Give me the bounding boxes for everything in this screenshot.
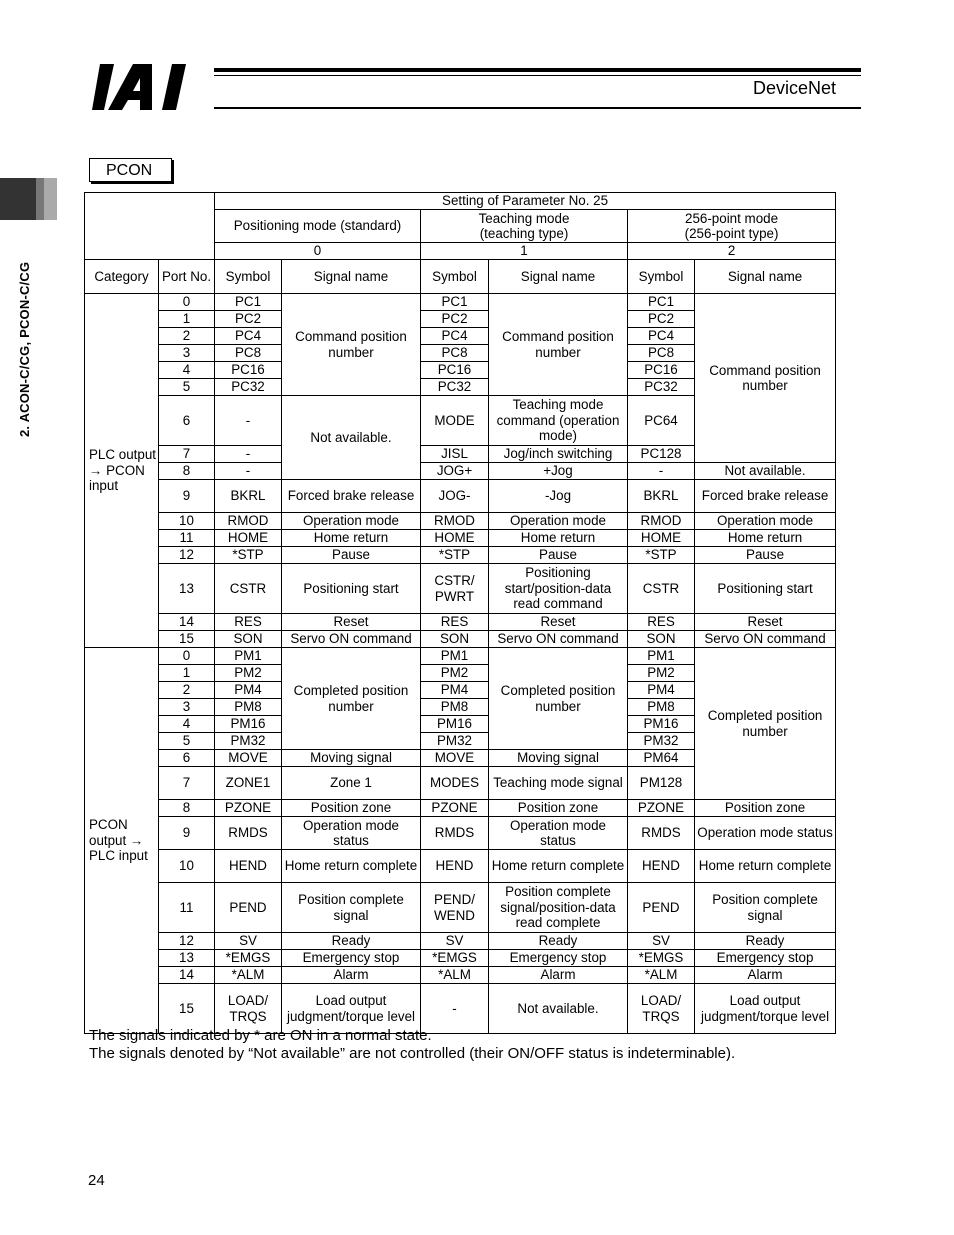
symbol: SV (421, 933, 489, 950)
signal-table (84, 192, 836, 1034)
mode-value: 1 (421, 243, 628, 260)
symbol: PC1 (215, 294, 282, 311)
note-1: The signals indicated by * are ON in a normal state. (89, 1027, 432, 1044)
signal-name: Position complete signal (695, 883, 836, 933)
col-signal: Signal name (489, 260, 628, 294)
signal-name: Load output judgment/torque level (695, 984, 836, 1034)
port-no: 2 (159, 328, 215, 345)
chapter-label: 2. ACON-C/CG, PCON-C/CG (17, 261, 32, 437)
chapter-tab (0, 178, 57, 220)
symbol: *ALM (628, 967, 695, 984)
symbol: MOVE (215, 750, 282, 767)
col-symbol: Symbol (421, 260, 489, 294)
port-no: 2 (159, 682, 215, 699)
col-category: Category (85, 260, 159, 294)
signal-name: Home return (489, 530, 628, 547)
category-input: PLC output → PCON input (85, 294, 159, 648)
symbol: RMDS (215, 817, 282, 850)
signal-name: Ready (282, 933, 421, 950)
port-no: 4 (159, 716, 215, 733)
symbol: JISL (421, 446, 489, 463)
symbol: HEND (421, 850, 489, 883)
symbol: PM4 (215, 682, 282, 699)
port-no: 1 (159, 665, 215, 682)
signal-name: Operation mode status (282, 817, 421, 850)
signal-name: Position zone (695, 800, 836, 817)
symbol: PEND (628, 883, 695, 933)
symbol: CSTR (628, 564, 695, 614)
symbol: PM64 (628, 750, 695, 767)
symbol: PM1 (421, 648, 489, 665)
param-title: Setting of Parameter No. 25 (215, 193, 836, 210)
port-no: 10 (159, 850, 215, 883)
symbol: PM32 (215, 733, 282, 750)
symbol: LOAD/ TRQS (215, 984, 282, 1034)
symbol: SON (421, 631, 489, 648)
symbol: *STP (215, 547, 282, 564)
symbol: PZONE (421, 800, 489, 817)
symbol: PC2 (215, 311, 282, 328)
signal-name: Alarm (282, 967, 421, 984)
symbol: PC64 (628, 396, 695, 446)
symbol: PM32 (421, 733, 489, 750)
signal-name: Operation mode (489, 513, 628, 530)
header-blank (85, 193, 215, 260)
port-no: 14 (159, 967, 215, 984)
signal-name: Operation mode (695, 513, 836, 530)
symbol: PC32 (628, 379, 695, 396)
port-no: 4 (159, 362, 215, 379)
signal-name: Command position number (282, 294, 421, 396)
port-no: 6 (159, 750, 215, 767)
symbol: RMOD (421, 513, 489, 530)
signal-name: +Jog (489, 463, 628, 480)
signal-name: Position zone (282, 800, 421, 817)
signal-name: Servo ON command (489, 631, 628, 648)
symbol: SON (628, 631, 695, 648)
signal-name: Operation mode status (489, 817, 628, 850)
port-no: 1 (159, 311, 215, 328)
symbol: RMDS (421, 817, 489, 850)
symbol: MODE (421, 396, 489, 446)
symbol: HEND (628, 850, 695, 883)
symbol: RES (421, 614, 489, 631)
signal-name: Positioning start (695, 564, 836, 614)
signal-name: Home return complete (282, 850, 421, 883)
port-no: 7 (159, 767, 215, 800)
symbol: ZONE1 (215, 767, 282, 800)
signal-name: Emergency stop (489, 950, 628, 967)
symbol: PM8 (628, 699, 695, 716)
mode-name: Teaching mode (teaching type) (421, 210, 628, 243)
signal-name: Emergency stop (695, 950, 836, 967)
signal-name: Ready (695, 933, 836, 950)
symbol: - (215, 463, 282, 480)
port-no: 14 (159, 614, 215, 631)
port-no: 13 (159, 564, 215, 614)
symbol: PZONE (215, 800, 282, 817)
signal-name: Zone 1 (282, 767, 421, 800)
symbol: PM2 (421, 665, 489, 682)
symbol: PC16 (215, 362, 282, 379)
port-no: 5 (159, 379, 215, 396)
symbol: *STP (628, 547, 695, 564)
symbol: PM16 (628, 716, 695, 733)
symbol: PC1 (421, 294, 489, 311)
symbol: PC2 (628, 311, 695, 328)
port-no: 9 (159, 817, 215, 850)
signal-name: Teaching mode signal (489, 767, 628, 800)
port-no: 8 (159, 800, 215, 817)
symbol: PM2 (628, 665, 695, 682)
symbol: *EMGS (215, 950, 282, 967)
signal-name: Reset (282, 614, 421, 631)
signal-name: Command position number (489, 294, 628, 396)
signal-name: Ready (489, 933, 628, 950)
category-output: PCON output → PLC input (85, 648, 159, 1034)
symbol: JOG+ (421, 463, 489, 480)
signal-name: Position complete signal (282, 883, 421, 933)
signal-name: Reset (695, 614, 836, 631)
note-2: The signals denoted by “Not available” are not controlled (their ON/OFF status is indeterminable). (89, 1045, 736, 1062)
signal-name: Emergency stop (282, 950, 421, 967)
signal-name: Pause (489, 547, 628, 564)
port-no: 11 (159, 530, 215, 547)
symbol: MODES (421, 767, 489, 800)
port-no: 0 (159, 294, 215, 311)
symbol: CSTR/ PWRT (421, 564, 489, 614)
col-symbol: Symbol (628, 260, 695, 294)
symbol: PC8 (628, 345, 695, 362)
signal-name: Completed position number (489, 648, 628, 750)
symbol: - (215, 396, 282, 446)
symbol: PM8 (215, 699, 282, 716)
symbol: PC16 (421, 362, 489, 379)
signal-name: Alarm (489, 967, 628, 984)
port-no: 13 (159, 950, 215, 967)
symbol: *STP (421, 547, 489, 564)
port-no: 8 (159, 463, 215, 480)
symbol: SV (215, 933, 282, 950)
symbol: PEND/ WEND (421, 883, 489, 933)
mode-value: 2 (628, 243, 836, 260)
symbol: PM2 (215, 665, 282, 682)
symbol: HOME (628, 530, 695, 547)
symbol: PC16 (628, 362, 695, 379)
col-port: Port No. (159, 260, 215, 294)
signal-name: Teaching mode command (operation mode) (489, 396, 628, 446)
symbol: PM16 (215, 716, 282, 733)
port-no: 12 (159, 547, 215, 564)
symbol: BKRL (215, 480, 282, 513)
signal-name: Alarm (695, 967, 836, 984)
symbol: PC32 (421, 379, 489, 396)
symbol: PC32 (215, 379, 282, 396)
port-no: 5 (159, 733, 215, 750)
signal-name: Moving signal (282, 750, 421, 767)
symbol: RES (628, 614, 695, 631)
signal-name: Position zone (489, 800, 628, 817)
symbol: PC1 (628, 294, 695, 311)
symbol: PZONE (628, 800, 695, 817)
symbol: - (421, 984, 489, 1034)
mode-name: Positioning mode (standard) (215, 210, 421, 243)
signal-name: Not available. (489, 984, 628, 1034)
col-signal: Signal name (695, 260, 836, 294)
symbol: RES (215, 614, 282, 631)
signal-name: Servo ON command (282, 631, 421, 648)
signal-name: Operation mode (282, 513, 421, 530)
symbol: PM4 (628, 682, 695, 699)
port-no: 0 (159, 648, 215, 665)
symbol: PM1 (628, 648, 695, 665)
signal-name: Positioning start/position-data read command (489, 564, 628, 614)
symbol: LOAD/ TRQS (628, 984, 695, 1034)
header-rule-thick (214, 68, 861, 72)
symbol: PM8 (421, 699, 489, 716)
symbol: *EMGS (421, 950, 489, 967)
col-signal: Signal name (282, 260, 421, 294)
port-no: 10 (159, 513, 215, 530)
symbol: PM16 (421, 716, 489, 733)
header-rule-bottom (214, 107, 861, 109)
symbol: - (215, 446, 282, 463)
signal-name: -Jog (489, 480, 628, 513)
signal-name: Reset (489, 614, 628, 631)
port-no: 11 (159, 883, 215, 933)
iai-logo (92, 64, 208, 112)
symbol: HEND (215, 850, 282, 883)
port-no: 12 (159, 933, 215, 950)
symbol: PC4 (215, 328, 282, 345)
mode-value: 0 (215, 243, 421, 260)
symbol: *ALM (215, 967, 282, 984)
symbol: RMDS (628, 817, 695, 850)
signal-name: Servo ON command (695, 631, 836, 648)
signal-name: Jog/inch switching (489, 446, 628, 463)
signal-name: Command position number (695, 294, 836, 463)
symbol: RMOD (628, 513, 695, 530)
signal-name: Pause (282, 547, 421, 564)
port-no: 7 (159, 446, 215, 463)
port-no: 6 (159, 396, 215, 446)
signal-name: Load output judgment/torque level (282, 984, 421, 1034)
symbol: SON (215, 631, 282, 648)
signal-name: Not available. (695, 463, 836, 480)
signal-name: Not available. (282, 396, 421, 480)
symbol: PC4 (628, 328, 695, 345)
signal-name: Pause (695, 547, 836, 564)
symbol: - (628, 463, 695, 480)
symbol: PEND (215, 883, 282, 933)
symbol: PC8 (215, 345, 282, 362)
symbol: RMOD (215, 513, 282, 530)
port-no: 15 (159, 984, 215, 1034)
symbol: HOME (215, 530, 282, 547)
symbol: PM4 (421, 682, 489, 699)
signal-name: Moving signal (489, 750, 628, 767)
symbol: JOG- (421, 480, 489, 513)
signal-name: Positioning start (282, 564, 421, 614)
symbol: CSTR (215, 564, 282, 614)
port-no: 3 (159, 345, 215, 362)
port-no: 9 (159, 480, 215, 513)
col-symbol: Symbol (215, 260, 282, 294)
symbol: HOME (421, 530, 489, 547)
signal-name: Forced brake release (695, 480, 836, 513)
symbol: PM128 (628, 767, 695, 800)
symbol: MOVE (421, 750, 489, 767)
symbol: *EMGS (628, 950, 695, 967)
symbol: PM1 (215, 648, 282, 665)
symbol: PC4 (421, 328, 489, 345)
signal-name: Home return complete (695, 850, 836, 883)
symbol: PC128 (628, 446, 695, 463)
header-rule-thin (214, 75, 861, 76)
signal-name: Home return complete (489, 850, 628, 883)
symbol: PC2 (421, 311, 489, 328)
page-number: 24 (88, 1172, 105, 1189)
symbol: PM32 (628, 733, 695, 750)
symbol: SV (628, 933, 695, 950)
signal-name: Forced brake release (282, 480, 421, 513)
port-no: 3 (159, 699, 215, 716)
signal-name: Position complete signal/position-data read complete (489, 883, 628, 933)
signal-name: Completed position number (695, 648, 836, 800)
mode-name: 256-point mode (256-point type) (628, 210, 836, 243)
signal-name: Operation mode status (695, 817, 836, 850)
symbol: BKRL (628, 480, 695, 513)
symbol: *ALM (421, 967, 489, 984)
signal-name: Home return (695, 530, 836, 547)
section-title: DeviceNet (753, 78, 837, 98)
signal-name: Completed position number (282, 648, 421, 750)
model-label: PCON (89, 158, 172, 182)
signal-name: Home return (282, 530, 421, 547)
symbol: PC8 (421, 345, 489, 362)
port-no: 15 (159, 631, 215, 648)
